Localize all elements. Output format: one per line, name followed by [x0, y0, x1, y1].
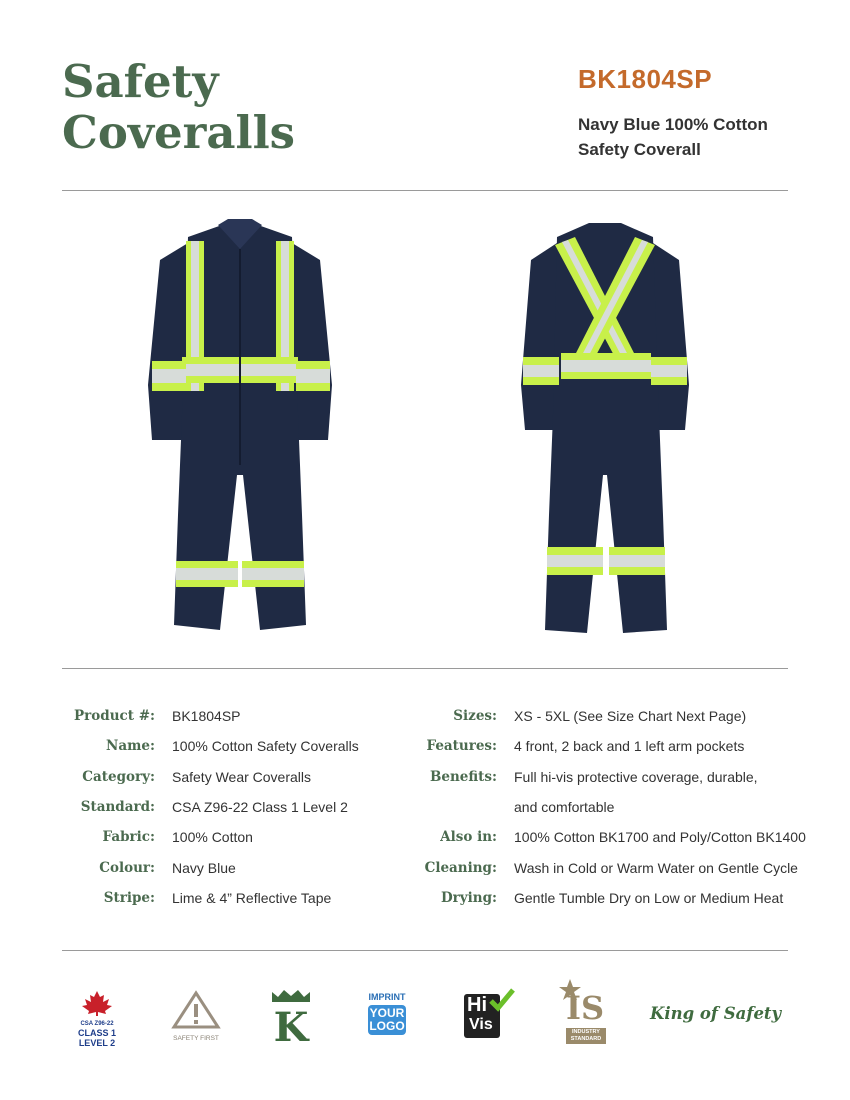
spec-value: Wash in Cold or Warm Water on Gentle Cycle	[514, 860, 798, 876]
spec-value: CSA Z96-22 Class 1 Level 2	[172, 799, 348, 815]
csa-standard-text: CSA Z96-22	[80, 1021, 114, 1027]
spec-label: Product #:	[74, 708, 155, 724]
spec-value: 100% Cotton Safety Coveralls	[172, 738, 359, 754]
spec-label: Benefits:	[429, 769, 497, 785]
spec-label: Category:	[82, 769, 155, 785]
spec-value: Navy Blue	[172, 860, 236, 876]
is-industry-text: INDUSTRY	[572, 1029, 600, 1035]
spec-label: Fabric:	[102, 829, 155, 845]
spec-label: Stripe:	[103, 890, 155, 906]
csa-class-text: CLASS 1	[77, 1028, 116, 1038]
spec-label: Name:	[106, 738, 155, 754]
product-sku: BK1804SP	[578, 64, 713, 94]
hivis-logo	[462, 986, 518, 1042]
industry-standard-logo	[558, 978, 610, 1048]
k-letter: K	[273, 1004, 309, 1051]
spec-value: Lime & 4” Reflective Tape	[172, 890, 332, 906]
csa-level-text: LEVEL 2	[78, 1038, 116, 1048]
spec-label: Cleaning:	[424, 860, 497, 876]
crown-icon	[270, 988, 312, 1002]
spec-value: XS - 5XL (See Size Chart Next Page)	[514, 708, 747, 724]
warning-triangle-icon	[170, 990, 222, 1030]
subtitle-line-2: Safety Coverall	[578, 140, 701, 159]
spec-label: Features:	[426, 738, 497, 754]
coverall-back-image	[505, 215, 705, 640]
title-line-1: Safety	[62, 55, 219, 108]
coverall-front-image	[130, 215, 350, 645]
is-standard-text: STANDARD	[570, 1036, 602, 1042]
imprint-badge	[368, 1005, 406, 1035]
spec-value: Full hi-vis protective coverage, durable,	[514, 769, 758, 785]
imprint-text: IMPRINT	[368, 992, 406, 1002]
safety-first-text: SAFETY FIRST	[173, 1035, 219, 1042]
imprint-your-text: YOUR	[369, 1006, 405, 1020]
spec-value: and comfortable	[514, 799, 615, 815]
spec-value: Safety Wear Coveralls	[172, 769, 312, 785]
spec-label: Drying:	[440, 890, 497, 906]
title-line-2: Coveralls	[62, 106, 295, 159]
k-logo	[270, 988, 312, 1051]
king-of-safety-wordmark: King of Safety	[650, 1004, 782, 1023]
spec-label: Also in:	[440, 829, 497, 845]
csa-logo	[72, 990, 122, 1046]
check-mark-icon	[488, 986, 516, 1016]
imprint-logo-text: LOGO	[369, 1019, 405, 1033]
spec-value: 100% Cotton BK1700 and Poly/Cotton BK1400	[514, 829, 806, 845]
hivis-hi-text: Hi	[467, 994, 487, 1016]
maple-leaf-icon	[72, 990, 122, 1016]
is-letters: IS	[566, 989, 605, 1027]
spec-label: Colour:	[99, 860, 155, 876]
imprint-logo	[365, 992, 409, 1046]
spec-value: 4 front, 2 back and 1 left arm pockets	[514, 738, 745, 754]
divider-bottom	[62, 950, 788, 951]
spec-value: Gentle Tumble Dry on Low or Medium Heat	[514, 890, 784, 906]
page-title	[62, 56, 295, 158]
spec-label: Standard:	[80, 799, 155, 815]
divider-middle	[62, 668, 788, 669]
spec-label: Sizes:	[453, 708, 497, 724]
safety-first-logo	[170, 990, 222, 1046]
divider-top	[62, 190, 788, 191]
spec-value: BK1804SP	[172, 708, 241, 724]
subtitle-line-1: Navy Blue 100% Cotton	[578, 115, 768, 134]
product-subtitle	[578, 112, 778, 162]
hivis-vis-text: Vis	[469, 1016, 493, 1033]
is-ribbon	[566, 1028, 606, 1044]
spec-value: 100% Cotton	[172, 829, 253, 845]
